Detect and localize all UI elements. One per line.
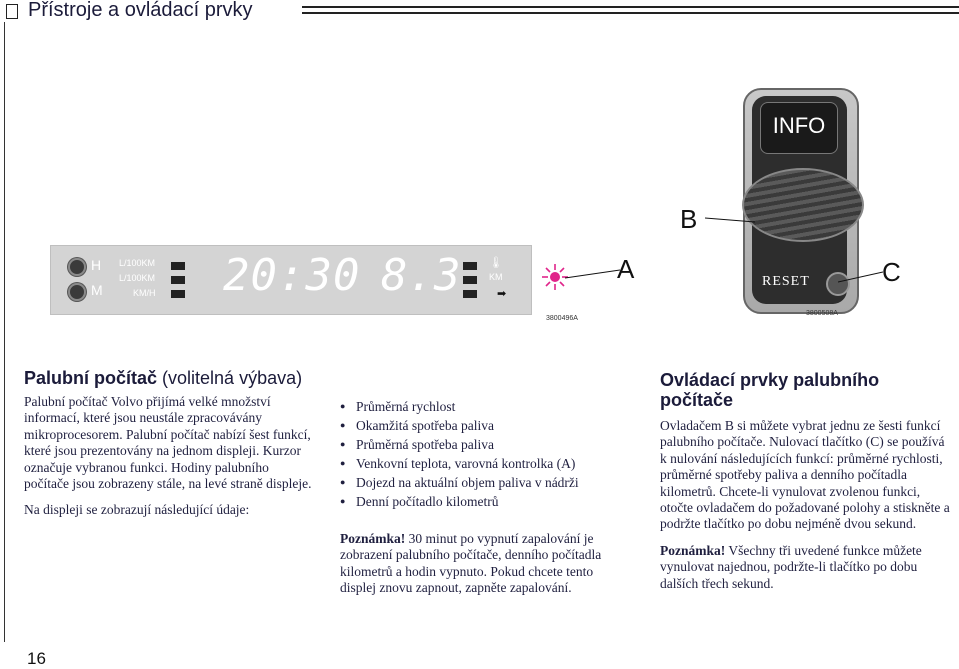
list-item: ● Venkovní teplota, varovná kontrolka (A) — [340, 454, 625, 473]
list-item: ● Průměrná spotřeba paliva — [340, 435, 625, 454]
cursor-segment-5 — [463, 276, 477, 284]
display-figure-code: 3800496A — [546, 315, 578, 322]
unit-label-km: KM — [489, 272, 503, 282]
display-items-list — [340, 397, 625, 511]
mode-label-m: M — [91, 282, 103, 298]
trip-computer-display — [50, 245, 532, 315]
display-knob-m — [68, 283, 86, 301]
control-figure-code: 3800508A — [806, 310, 838, 317]
heading-bold-part: Palubní počítač — [24, 368, 158, 388]
page-number: 16 — [27, 649, 46, 668]
info-button-label: INFO — [772, 113, 826, 138]
arrow-icon: ➡ — [497, 288, 507, 300]
figure-area — [0, 0, 959, 330]
thermometer-icon: 🌡 — [489, 257, 503, 269]
clock-readout: 20:30 — [223, 250, 361, 301]
unit-label-l100km-2: L/100KM — [119, 273, 156, 283]
unit-label-kmh: KM/H — [133, 288, 156, 298]
column-trip-computer — [24, 368, 314, 529]
display-knob-h — [68, 258, 86, 276]
cursor-segment-1 — [171, 262, 185, 270]
cursor-segment-3 — [171, 290, 185, 298]
note-title: Poznámka! — [660, 542, 726, 558]
reset-label: RESET — [762, 274, 810, 289]
callout-line-c — [838, 268, 883, 288]
note-display-off — [340, 531, 625, 597]
trip-computer-intro: Palubní počítač Volvo přijímá velké množství informací, které jsou neustále zpracovávány mikroprocesorem. Palubní počítač nabízí šest funkcí, které jsou prezentovány na jednom displeji. Kurzor označuje vybranou funkci. Hodiny palubního počítače jsou zobrazeny stále, na levé straně displeje. — [24, 394, 312, 492]
heading-normal-part: (volitelná výbava) — [157, 368, 303, 388]
list-item: ● Dojezd na aktuální objem paliva v nádrži — [340, 473, 625, 492]
info-button[interactable] — [760, 102, 838, 154]
column-controls — [660, 370, 950, 602]
cursor-segment-4 — [463, 262, 477, 270]
list-item: ● Průměrná rychlost — [340, 397, 625, 416]
controls-heading: Ovládací prvky palubního počítače — [660, 370, 880, 410]
page-title: Přístroje a ovládací prvky — [28, 0, 253, 21]
unit-label-l100km-1: L/100KM — [119, 258, 156, 268]
controls-description: Ovladačem B si můžete vybrat jednu ze šesti funkcí palubního počítače. Nulovací tlačítko (C) se používá k nulování následujících funkcí: průměrné rychlosti, průměrné spotřeby paliva a denního počítadla kilometrů. Chcete-li vynulovat zvolenou funkci, otočte ovladačem do požadované polohy a stiskněte a podržte tlačítko po dobu nejméně dvou sekund. — [660, 418, 950, 532]
mode-label-h: H — [91, 257, 102, 273]
note-reset-all — [660, 543, 950, 592]
callout-b: B — [680, 204, 698, 234]
callout-c: C — [882, 257, 901, 287]
list-item: ● Denní počítadlo kilometrů — [340, 492, 625, 511]
callout-line-b — [705, 210, 755, 225]
note-title: Poznámka! — [340, 531, 406, 546]
cursor-segment-6 — [463, 290, 477, 298]
note-text: Všechny tři uvedené funkce můžete vynulovat najednou, podržte-li tlačítko po dobu dalších třech sekund. — [660, 542, 922, 591]
trip-computer-heading — [24, 368, 314, 388]
info-control-inner — [752, 96, 847, 304]
selector-thumbwheel[interactable] — [742, 168, 864, 242]
cursor-segment-2 — [171, 276, 185, 284]
list-item: ● Okamžitá spotřeba paliva — [340, 416, 625, 435]
column-display-items — [340, 397, 625, 607]
value-readout: 8.3 — [381, 250, 461, 301]
display-shows-text: Na displeji se zobrazují následující údaje: — [24, 502, 250, 518]
note-text: 30 minut po vypnutí zapalování je zobrazení palubního počítače, denního počítadla kilometrů a hodin vypnuto. Pokud chcete tento displej znovu zapnout, zapněte zapalování. — [340, 531, 602, 596]
callout-a: A — [617, 254, 635, 284]
callout-line-a — [565, 268, 620, 283]
